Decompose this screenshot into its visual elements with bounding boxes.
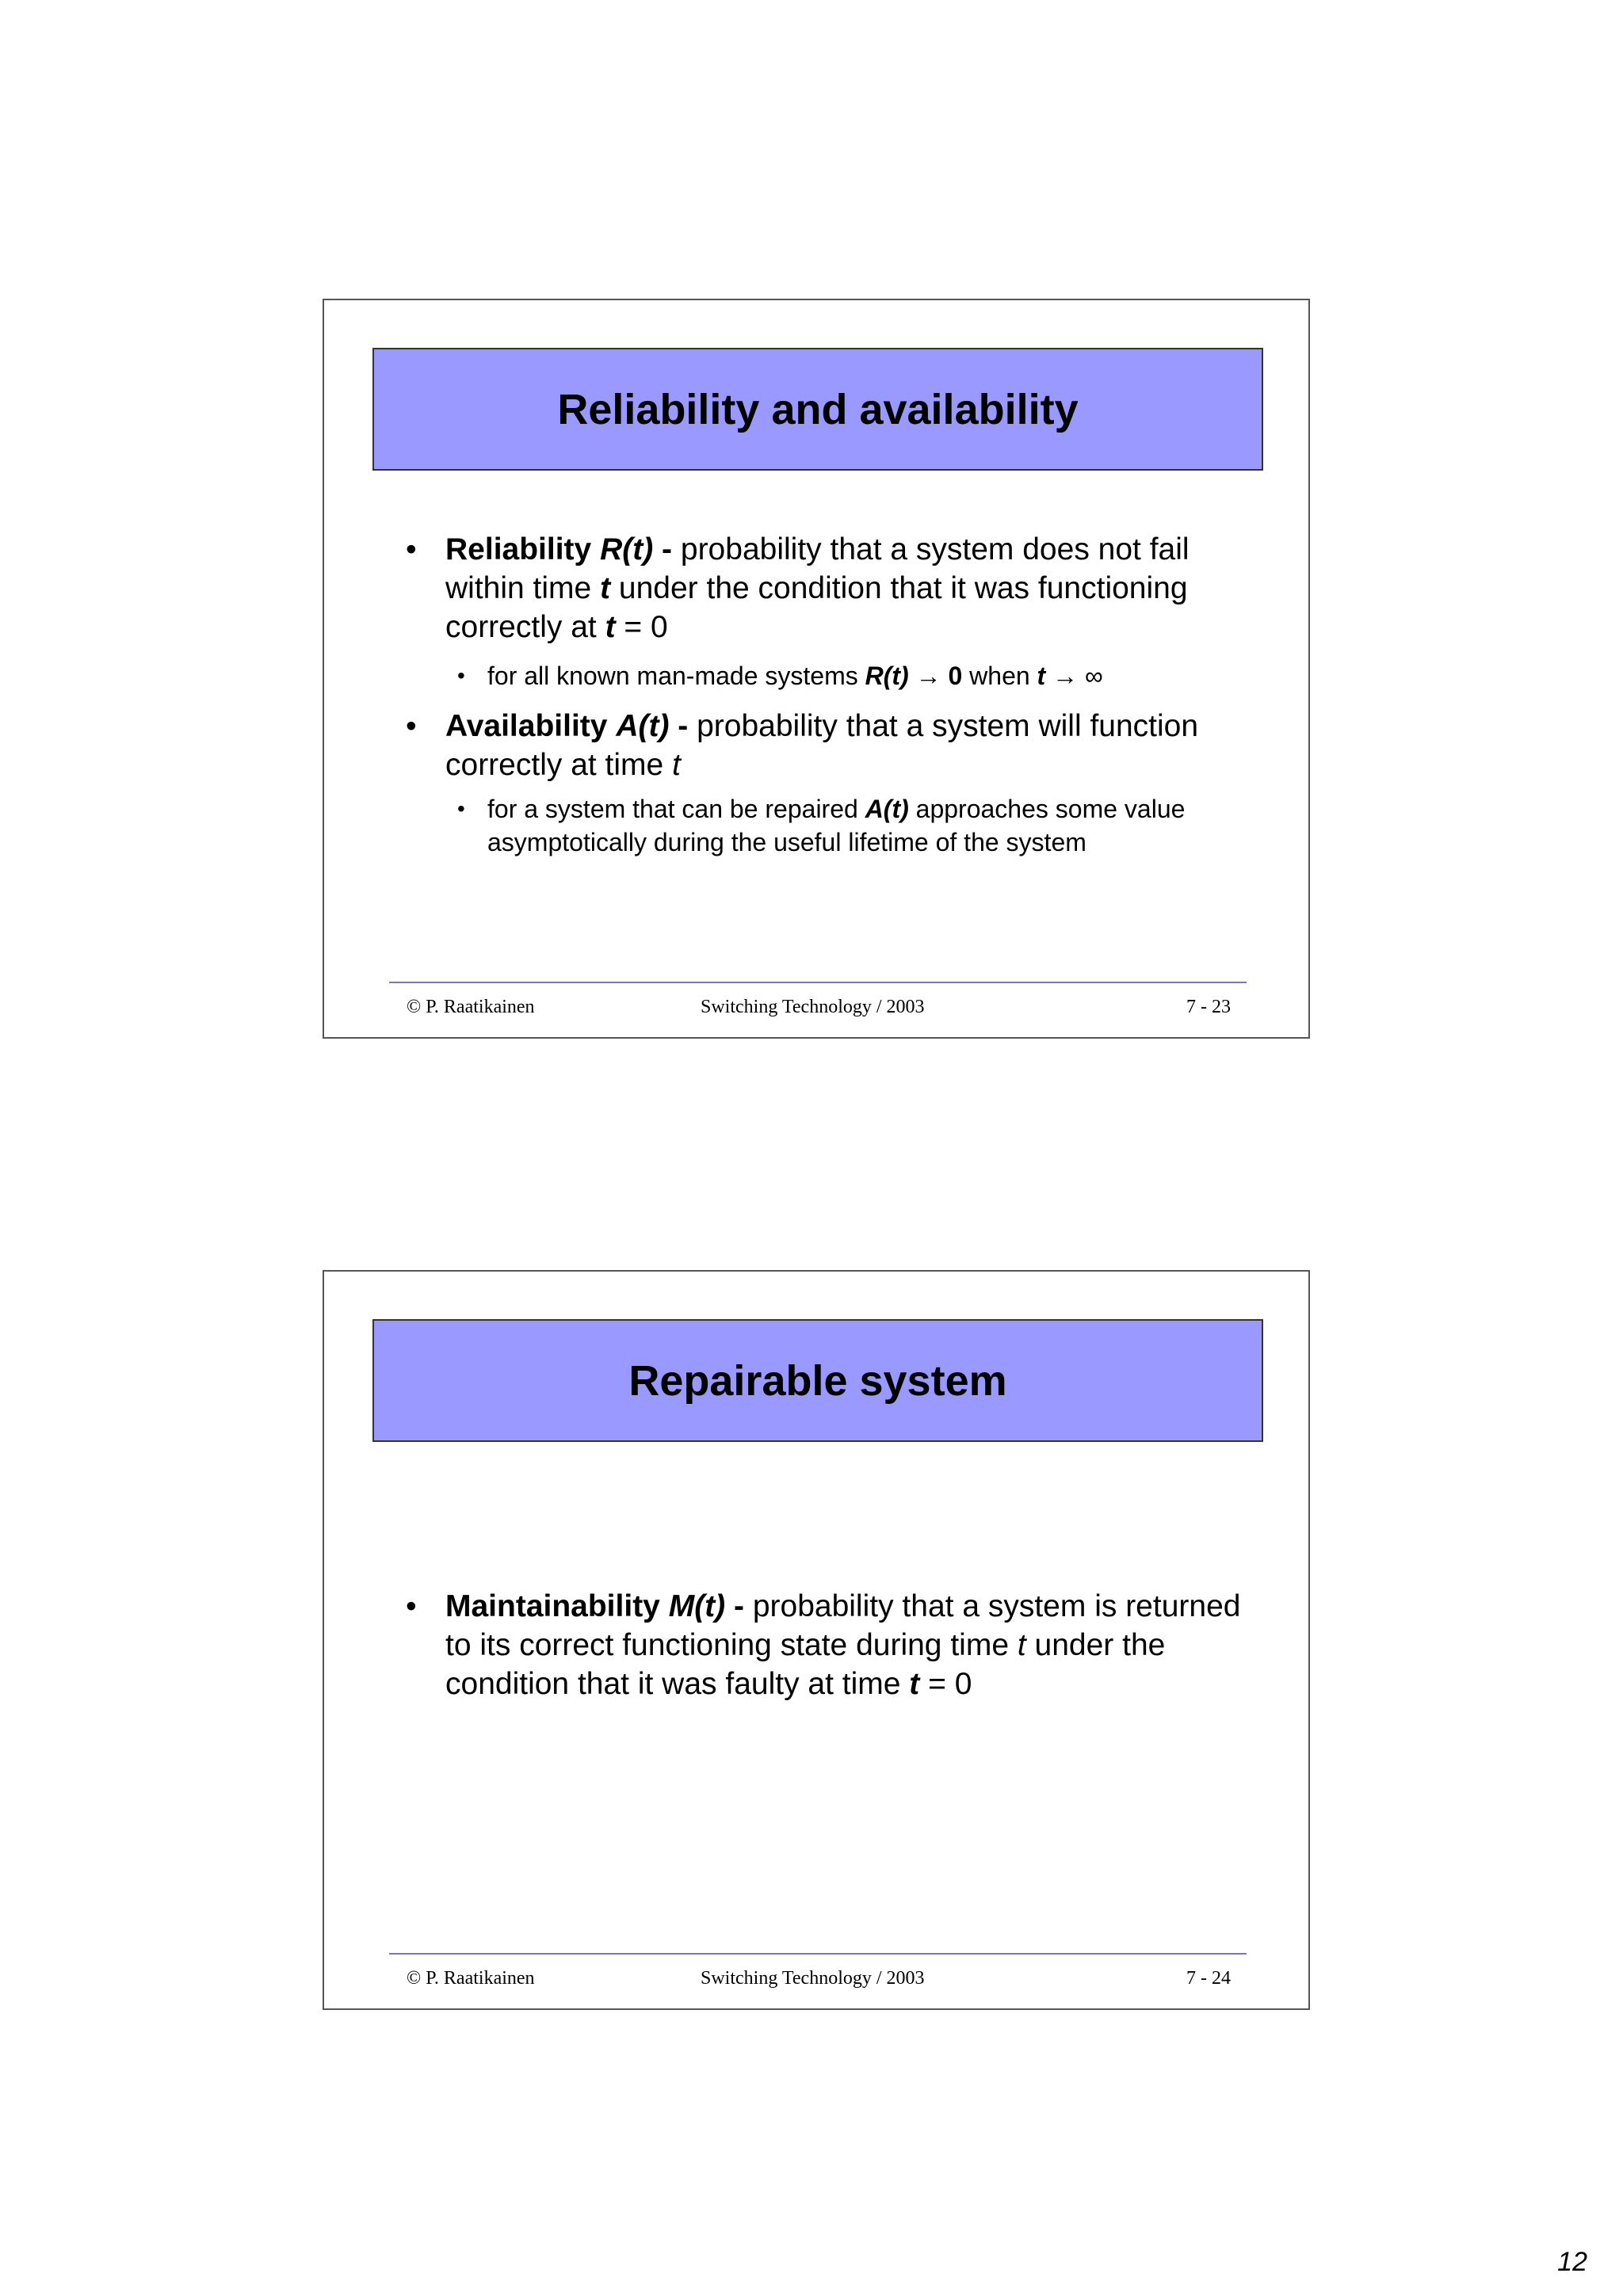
sub-bullet-dot: •: [457, 663, 465, 688]
definition-text: probability that a system will function correctly at time: [445, 709, 1199, 782]
slide-title: Repairable system: [628, 1356, 1007, 1405]
slide-7-24: [323, 1270, 1310, 2010]
footer-slide-number: 7 - 23: [1186, 997, 1231, 1017]
symbol: M(t): [668, 1589, 726, 1623]
variable: t: [605, 610, 616, 644]
footer-author: © P. Raatikainen: [407, 1968, 535, 1989]
bullet-reliability: [324, 530, 1308, 646]
symbol: R(t): [600, 532, 654, 566]
slide-body: [324, 1587, 1308, 1703]
footer-author: © P. Raatikainen: [407, 997, 535, 1017]
bullet-dot: •: [406, 709, 417, 743]
variable: t: [1037, 662, 1046, 690]
term: Availability: [445, 709, 608, 743]
bullet-dot: •: [406, 1589, 417, 1623]
sub-text: for all known man-made systems: [487, 662, 865, 690]
dash: -: [653, 532, 673, 566]
symbol: A(t): [865, 795, 909, 823]
bullet-availability: [324, 707, 1308, 784]
footer-course: Switching Technology / 2003: [701, 1968, 925, 1989]
symbol: R(t): [865, 662, 909, 690]
definition-text: probability that a system is returned to its correct functioning state during time: [445, 1589, 1241, 1662]
definition-text: = 0: [919, 1667, 972, 1701]
bullet-dot: •: [406, 532, 417, 566]
slide-7-23: [323, 299, 1310, 1039]
footer-slide-number: 7 - 24: [1186, 1968, 1231, 1989]
footer-divider: [389, 1953, 1247, 1955]
term: Reliability: [445, 532, 592, 566]
zero: 0: [948, 662, 963, 690]
slide-title-box: [372, 348, 1263, 471]
sub-bullet-dot: •: [457, 796, 465, 821]
footer-divider: [389, 982, 1247, 983]
arrow: →: [908, 662, 949, 690]
symbol: A(t): [616, 709, 670, 743]
page-number: 12: [1557, 2247, 1587, 2277]
sub-text: approaches some value asymptotically during the useful lifetime of the system: [487, 795, 1186, 856]
arrow-infinity: → ∞: [1045, 662, 1103, 690]
dash: -: [725, 1589, 744, 1623]
variable: t: [1017, 1628, 1026, 1662]
sub-bullet-man-made-systems: [324, 659, 1308, 692]
footer-course: Switching Technology / 2003: [701, 997, 925, 1017]
variable: t: [672, 748, 681, 782]
sub-text: when: [962, 662, 1037, 690]
term: Maintainability: [445, 1589, 660, 1623]
variable: t: [600, 571, 611, 605]
dash: -: [669, 709, 689, 743]
sub-text: for a system that can be repaired: [487, 795, 865, 823]
slide-title: Reliability and availability: [557, 385, 1079, 433]
slide-title-box: [372, 1319, 1263, 1442]
bullet-maintainability: [324, 1587, 1308, 1703]
definition-text: probability that a system does not fail within time: [445, 532, 1190, 605]
definition-text: under the condition that it was functioning correctly at: [445, 571, 1188, 644]
slide-body: [324, 530, 1308, 859]
sub-bullet-repairable: [324, 792, 1308, 859]
variable: t: [909, 1667, 920, 1701]
definition-text: under the condition that it was faulty at time: [445, 1628, 1166, 1701]
definition-text: = 0: [615, 610, 668, 644]
